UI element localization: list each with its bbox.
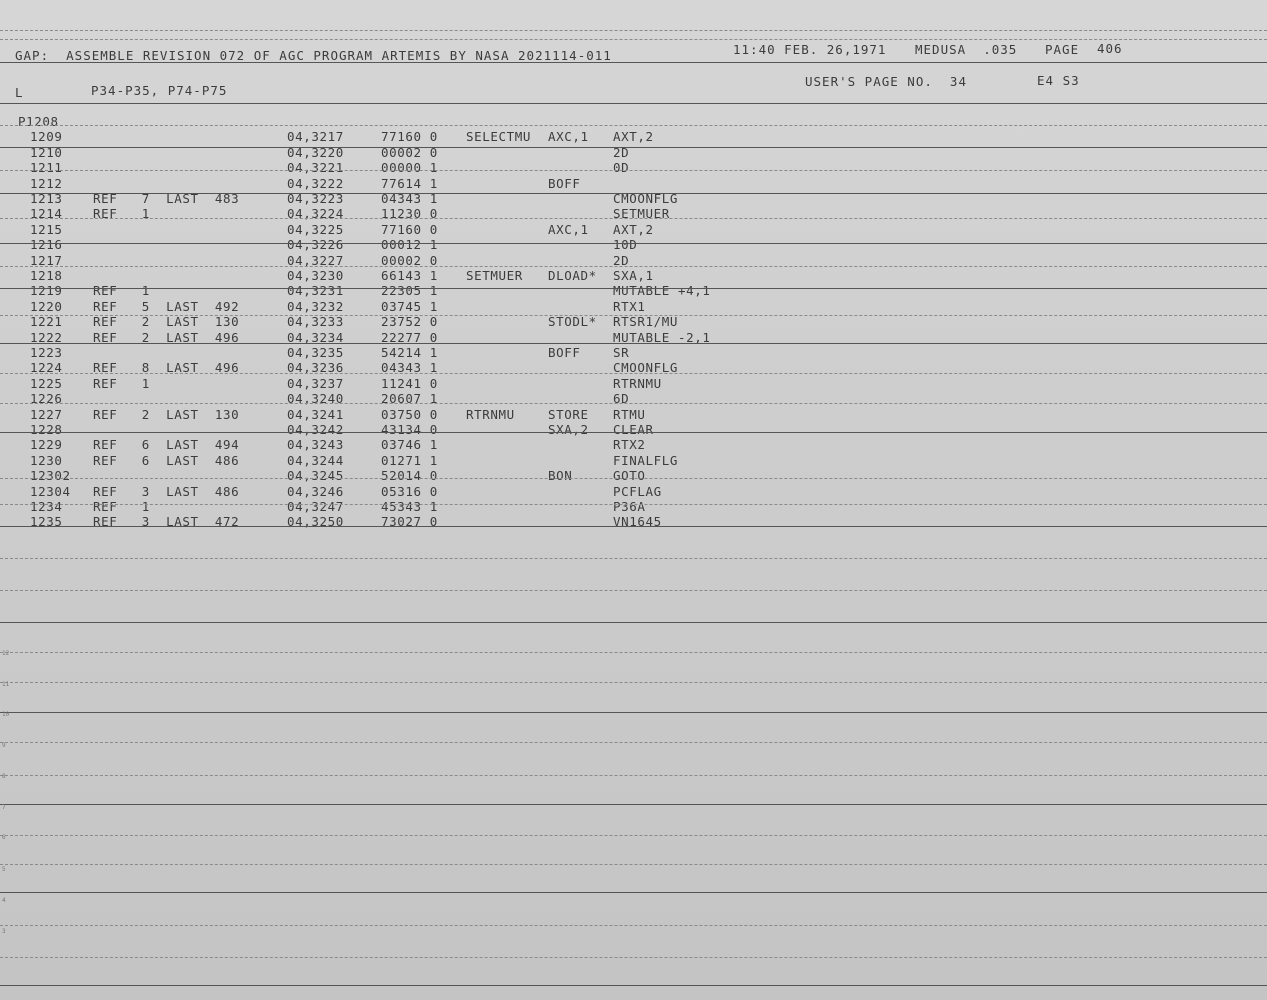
- cell-addr: 04,3242: [287, 422, 344, 437]
- rule-line: [0, 193, 1267, 194]
- cell-line: P1208: [18, 114, 59, 129]
- cell-operand: CMOONFLG: [613, 360, 679, 376]
- cell-label: RTRNMU: [466, 406, 515, 422]
- cell-word: 04343 1: [381, 360, 438, 376]
- cell-addr: 04,3220: [287, 144, 344, 160]
- cell-line: 1209: [30, 129, 63, 145]
- cell-line: 1227: [30, 406, 63, 422]
- cell-word: 22305 1: [381, 283, 438, 299]
- rule-line-dashed: [0, 403, 1267, 404]
- cell-addr: 04,3234: [287, 329, 344, 345]
- cell-addr: 04,3221: [287, 160, 344, 176]
- rule-line: [0, 892, 1267, 893]
- edge-number: 6: [2, 834, 6, 841]
- cell-word: 66143 1: [381, 268, 438, 283]
- cell-ref: REF 1: [93, 499, 150, 514]
- cell-ref: REF 3 LAST 486: [93, 483, 240, 499]
- cell-line: 1229: [30, 437, 63, 453]
- cell-line: 1224: [30, 360, 63, 376]
- rule-line-dashed: [0, 170, 1267, 171]
- rule-line: [0, 985, 1267, 986]
- cell-operand: PCFLAG: [613, 483, 662, 499]
- cell-word: 20607 1: [381, 391, 438, 407]
- rule-line-dashed: [0, 266, 1267, 267]
- rule-line-dashed: [0, 590, 1267, 591]
- rule-line-dashed: [0, 315, 1267, 316]
- cell-word: 43134 0: [381, 422, 438, 437]
- cell-line: 12304: [30, 483, 71, 499]
- rule-line-dashed: [0, 682, 1267, 683]
- cell-ref: REF 6 LAST 494: [93, 437, 240, 453]
- cell-op: STODL*: [548, 314, 597, 330]
- cell-line: 1212: [30, 175, 63, 191]
- rule-line-dashed: [0, 218, 1267, 219]
- cell-word: 77160 0: [381, 129, 438, 145]
- cell-operand: AXT,2: [613, 129, 654, 145]
- cell-ref: REF 2 LAST 130: [93, 406, 240, 422]
- cell-line: 1235: [30, 514, 63, 530]
- edge-number: 12: [2, 650, 10, 657]
- rule-line-dashed: [0, 125, 1267, 126]
- cell-addr: 04,3230: [287, 268, 344, 283]
- cell-operand: SETMUER: [613, 206, 670, 222]
- cell-word: 03745 1: [381, 298, 438, 314]
- cell-line: 1216: [30, 237, 63, 253]
- cell-line: 1220: [30, 298, 63, 314]
- cell-operand: AXT,2: [613, 221, 654, 237]
- rule-line: [0, 804, 1267, 805]
- cell-addr: 04,3243: [287, 437, 344, 453]
- cell-addr: 04,3245: [287, 468, 344, 484]
- cell-word: 00012 1: [381, 237, 438, 253]
- header-users-page: USER'S PAGE NO. 34: [805, 74, 967, 89]
- cell-operand: RTX2: [613, 437, 646, 453]
- cell-addr: 04,3240: [287, 391, 344, 407]
- cell-line: 1211: [30, 160, 63, 176]
- cell-line: 1230: [30, 452, 63, 468]
- cell-addr: 04,3246: [287, 483, 344, 499]
- edge-number: 7: [2, 804, 6, 811]
- cell-operand: MUTABLE -2,1: [613, 329, 711, 345]
- cell-addr: 04,3237: [287, 375, 344, 391]
- rule-line-dashed: [0, 957, 1267, 958]
- cell-label: SELECTMU: [466, 129, 532, 145]
- cell-word: 73027 0: [381, 514, 438, 530]
- cell-line: 1218: [30, 268, 63, 283]
- cell-addr: 04,3233: [287, 314, 344, 330]
- cell-word: 77614 1: [381, 175, 438, 191]
- cell-addr: 04,3217: [287, 129, 344, 145]
- cell-op: AXC,1: [548, 221, 589, 237]
- cell-operand: 2D: [613, 144, 630, 160]
- cell-op: BOFF: [548, 345, 581, 360]
- cell-operand: SR: [613, 345, 630, 360]
- cell-operand: P36A: [613, 499, 646, 514]
- rule-line: [0, 526, 1267, 527]
- cell-word: 00000 1: [381, 160, 438, 176]
- cell-line: 1219: [30, 283, 63, 299]
- cell-line: 1226: [30, 391, 63, 407]
- rule-line-dashed: [0, 30, 1267, 31]
- rule-line: [0, 288, 1267, 289]
- cell-word: 03746 1: [381, 437, 438, 453]
- cell-operand: RTX1: [613, 298, 646, 314]
- header-e4s3: E4 S3: [1037, 73, 1080, 88]
- rule-line-dashed: [0, 373, 1267, 374]
- cell-operand: FINALFLG: [613, 452, 679, 468]
- cell-line: 1228: [30, 422, 63, 437]
- cell-line: 1215: [30, 221, 63, 237]
- cell-operand: RTMU: [613, 406, 646, 422]
- cell-op: BON: [548, 468, 573, 484]
- cell-line: 1234: [30, 499, 63, 514]
- cell-addr: 04,3225: [287, 221, 344, 237]
- cell-ref: REF 1: [93, 283, 150, 299]
- edge-number: 3: [2, 928, 6, 935]
- cell-word: 54214 1: [381, 345, 438, 360]
- cell-word: 00002 0: [381, 252, 438, 268]
- rule-line: [0, 147, 1267, 148]
- cell-addr: 04,3222: [287, 175, 344, 191]
- cell-line: 1213: [30, 191, 63, 206]
- cell-addr: 04,3223: [287, 191, 344, 206]
- rule-line: [0, 622, 1267, 623]
- rule-line-dashed: [0, 39, 1267, 40]
- cell-line: 1221: [30, 314, 63, 330]
- rule-line: [0, 243, 1267, 244]
- cell-ref: REF 6 LAST 486: [93, 452, 240, 468]
- rule-line-dashed: [0, 478, 1267, 479]
- cell-addr: 04,3244: [287, 452, 344, 468]
- cell-label: SETMUER: [466, 268, 523, 283]
- cell-addr: 04,3231: [287, 283, 344, 299]
- edge-number: 4: [2, 897, 6, 904]
- header-medusa: MEDUSA .035: [915, 42, 1018, 57]
- cell-addr: 04,3236: [287, 360, 344, 376]
- cell-operand: RTRNMU: [613, 375, 662, 391]
- cell-ref: REF 2 LAST 130: [93, 314, 240, 330]
- rule-line-dashed: [0, 925, 1267, 926]
- cell-operand: VN1645: [613, 514, 662, 530]
- edge-number: 11: [2, 681, 10, 688]
- cell-line: 1214: [30, 206, 63, 222]
- cell-operand: GOTO: [613, 468, 646, 484]
- rule-line-dashed: [0, 835, 1267, 836]
- cell-addr: 04,3232: [287, 298, 344, 314]
- cell-ref: REF 1: [93, 206, 150, 222]
- rule-line-dashed: [0, 504, 1267, 505]
- cell-word: 11230 0: [381, 206, 438, 222]
- header-left-marker: L: [15, 85, 24, 100]
- rule-line: [0, 103, 1267, 104]
- cell-addr: 04,3226: [287, 237, 344, 253]
- rule-line: [0, 712, 1267, 713]
- rule-line: [0, 343, 1267, 344]
- cell-operand: 6D: [613, 391, 630, 407]
- cell-word: 04343 1: [381, 191, 438, 206]
- cell-operand: 10D: [613, 237, 638, 253]
- cell-word: 77160 0: [381, 221, 438, 237]
- rule-line: [0, 62, 1267, 63]
- cell-word: 01271 1: [381, 452, 438, 468]
- cell-word: 22277 0: [381, 329, 438, 345]
- cell-ref: REF 7 LAST 483: [93, 191, 240, 206]
- cell-word: 11241 0: [381, 375, 438, 391]
- cell-word: 45343 1: [381, 499, 438, 514]
- cell-op: BOFF: [548, 175, 581, 191]
- edge-number: 5: [2, 866, 6, 873]
- rule-line-dashed: [0, 775, 1267, 776]
- rule-line: [0, 432, 1267, 433]
- cell-word: 23752 0: [381, 314, 438, 330]
- cell-operand: RTSR1/MU: [613, 314, 679, 330]
- cell-word: 52014 0: [381, 468, 438, 484]
- cell-op: SXA,2: [548, 422, 589, 437]
- cell-word: 00002 0: [381, 144, 438, 160]
- cell-addr: 04,3235: [287, 345, 344, 360]
- rule-line-dashed: [0, 742, 1267, 743]
- edge-number: 10: [2, 711, 10, 718]
- edge-number: 8: [2, 773, 6, 780]
- cell-operand: 2D: [613, 252, 630, 268]
- cell-word: 05316 0: [381, 483, 438, 499]
- cell-ref: REF 3 LAST 472: [93, 514, 240, 530]
- cell-line: 1217: [30, 252, 63, 268]
- cell-addr: 04,3224: [287, 206, 344, 222]
- cell-operand: MUTABLE +4,1: [613, 283, 711, 299]
- cell-ref: REF 5 LAST 492: [93, 298, 240, 314]
- header-section: P34-P35, P74-P75: [91, 83, 228, 98]
- cell-line: 1222: [30, 329, 63, 345]
- cell-ref: REF 1: [93, 375, 150, 391]
- header-timestamp: 11:40 FEB. 26,1971: [733, 42, 887, 57]
- rule-line-dashed: [0, 864, 1267, 865]
- cell-ref: REF 8 LAST 496: [93, 360, 240, 376]
- cell-line: 1225: [30, 375, 63, 391]
- rule-line-dashed: [0, 652, 1267, 653]
- cell-op: DLOAD*: [548, 268, 597, 283]
- cell-operand: CMOONFLG: [613, 191, 679, 206]
- cell-op: STORE: [548, 406, 589, 422]
- cell-operand: 0D: [613, 160, 630, 176]
- cell-word: 03750 0: [381, 406, 438, 422]
- rule-line-dashed: [0, 558, 1267, 559]
- cell-operand: CLEAR: [613, 422, 654, 437]
- header-page-number: 406: [1097, 41, 1123, 56]
- cell-line: 1223: [30, 345, 63, 360]
- cell-operand: SXA,1: [613, 268, 654, 283]
- cell-op: AXC,1: [548, 129, 589, 145]
- cell-addr: 04,3227: [287, 252, 344, 268]
- cell-line: 1210: [30, 144, 63, 160]
- edge-number: 9: [2, 742, 6, 749]
- cell-addr: 04,3250: [287, 514, 344, 530]
- cell-addr: 04,3247: [287, 499, 344, 514]
- cell-ref: REF 2 LAST 496: [93, 329, 240, 345]
- header-page-label: PAGE: [1045, 42, 1080, 57]
- cell-addr: 04,3241: [287, 406, 344, 422]
- header-title: GAP: ASSEMBLE REVISION 072 OF AGC PROGRAM ARTEMIS BY NASA 2021114-011: [15, 48, 612, 63]
- cell-line: 12302: [30, 468, 71, 484]
